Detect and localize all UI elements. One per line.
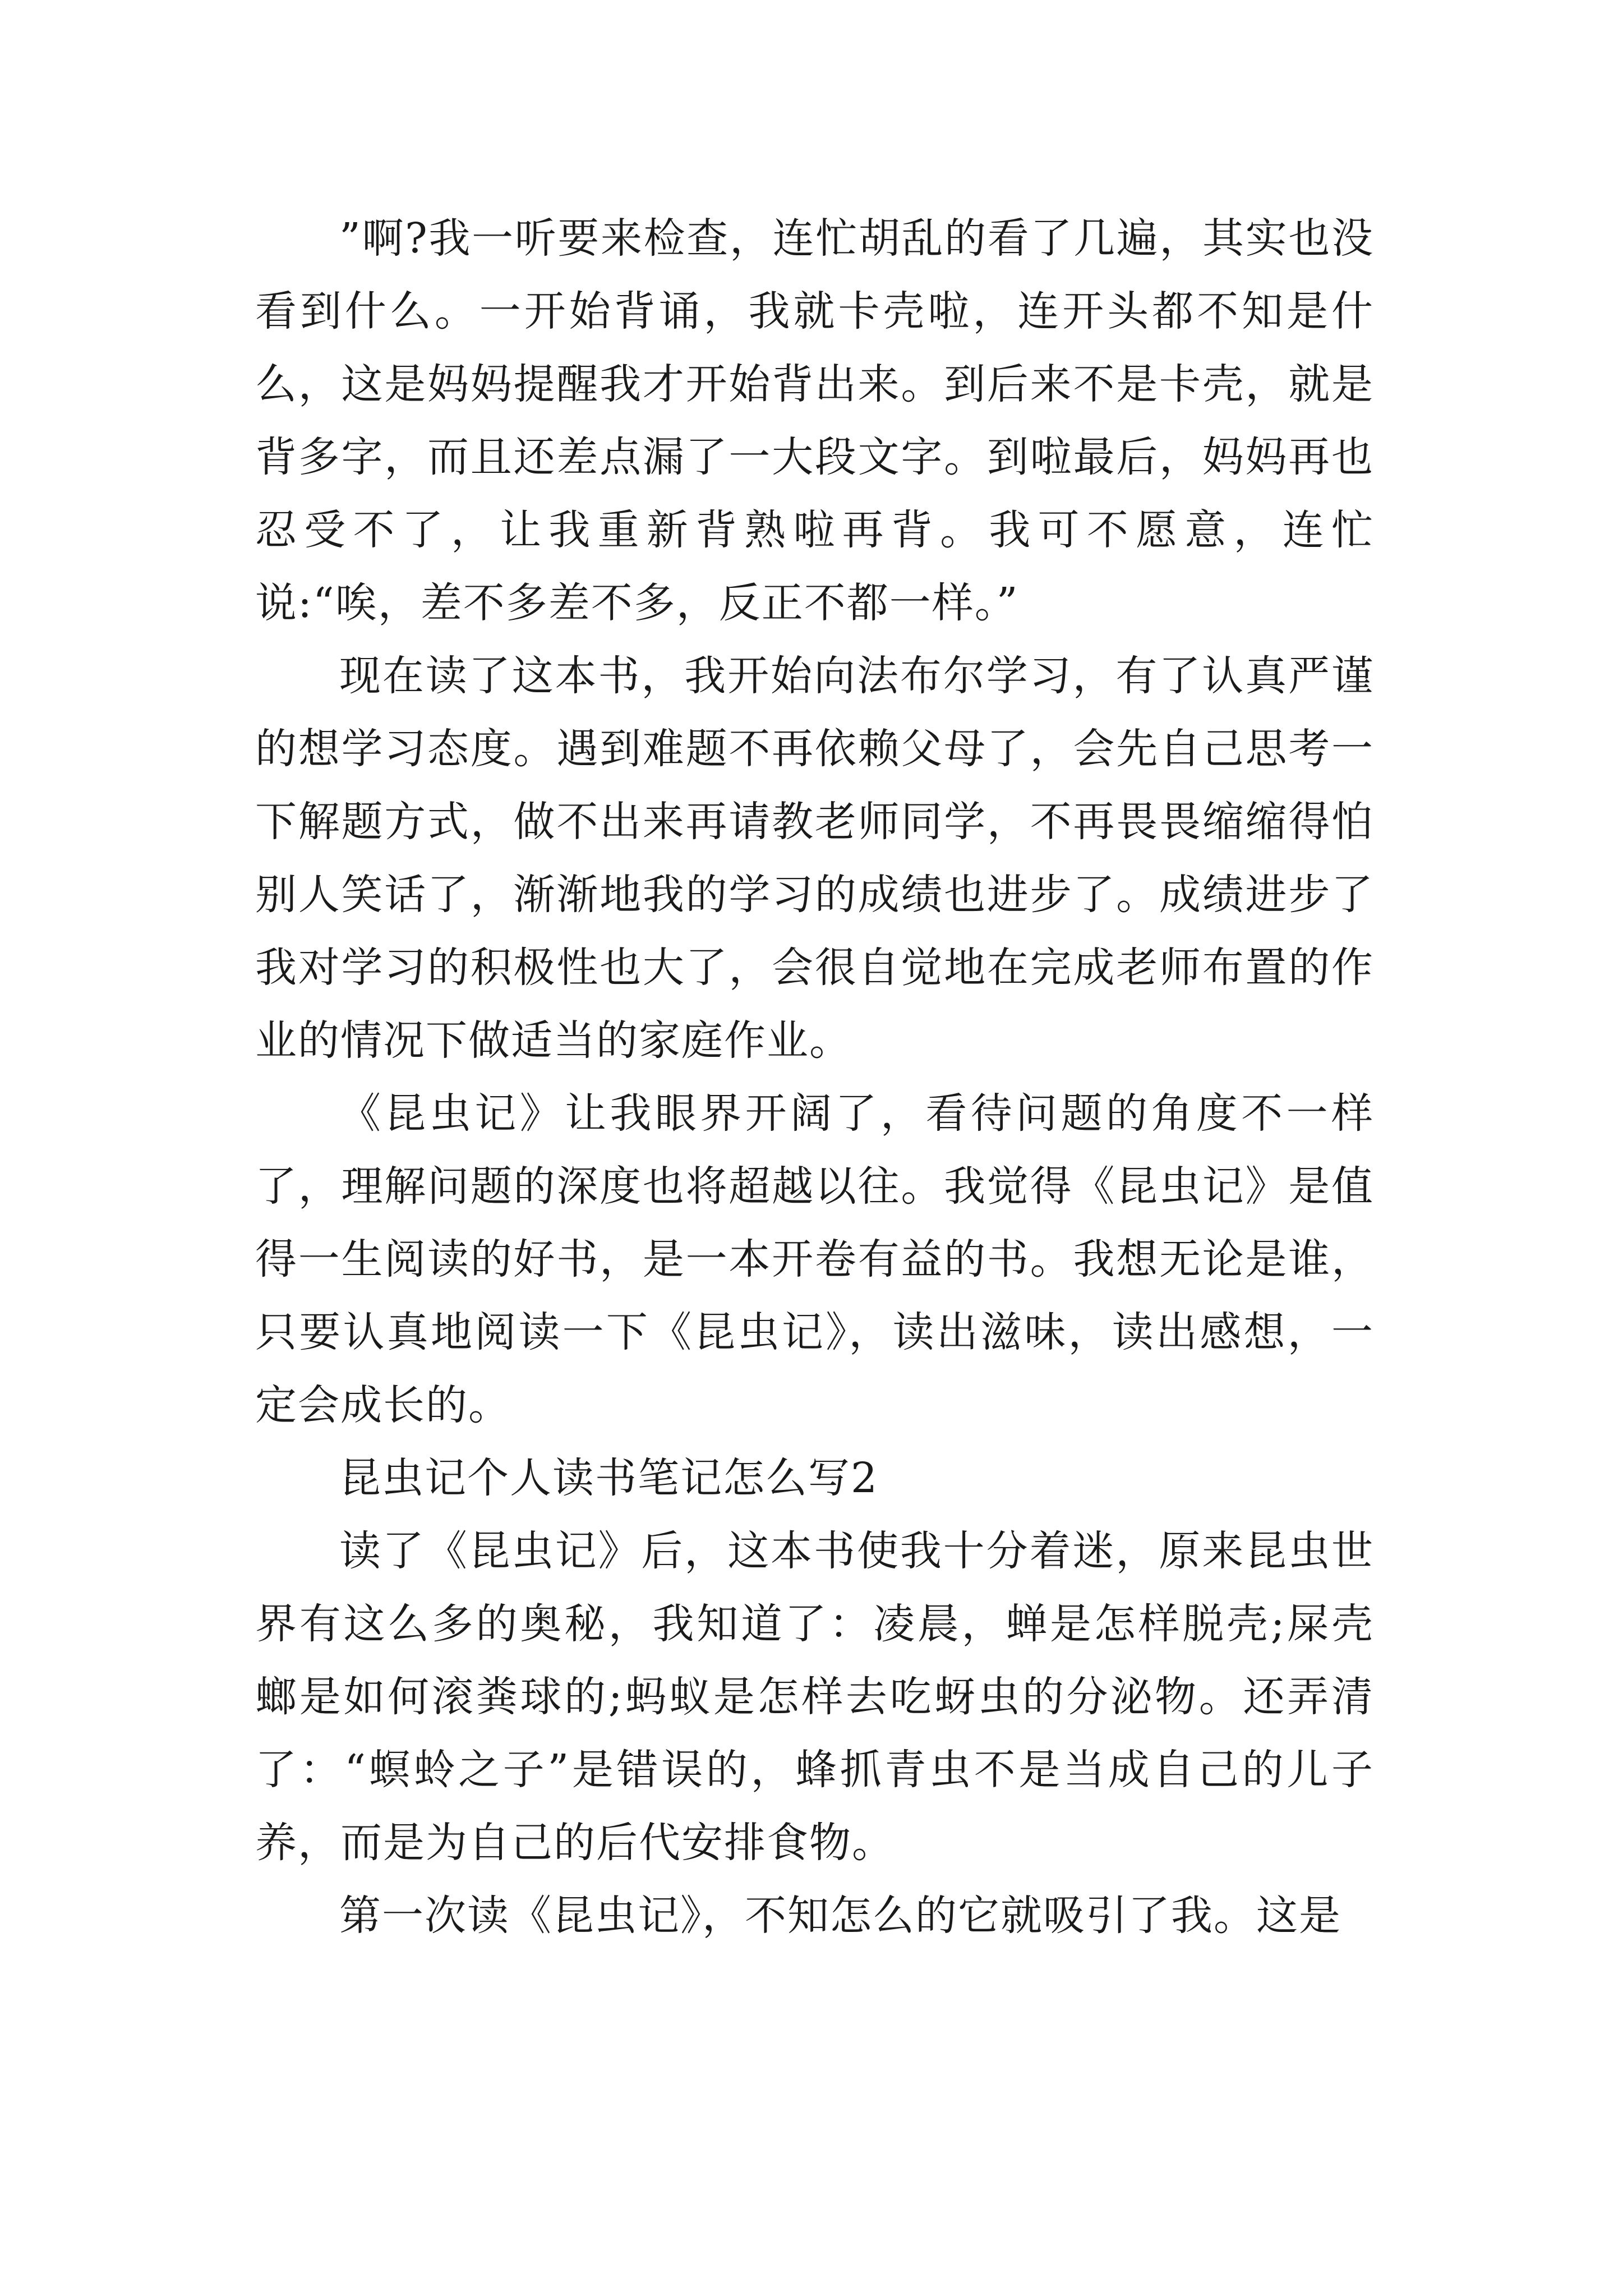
paragraph-3: 《昆虫记》让我眼界开阔了，看待问题的角度不一样了，理解问题的深度也将超越以往。我觉得《昆虫记》是值得一生阅读的好书，是一本开卷有益的书。我想无论是谁，只要认真地阅读一下《昆虫记》，读出滋味，读出感想，一定会成长的。: [255, 1089, 1374, 1429]
paragraph-5: 第一次读《昆虫记》，不知怎么的它就吸引了我。这是: [339, 1892, 1341, 1940]
section-title: 昆虫记个人读书笔记怎么写2: [339, 1454, 879, 1502]
paragraph-2: 现在读了这本书，我开始向法布尔学习，有了认真严谨的想学习态度。遇到难题不再依赖父母了，会先自己思考一下解题方式，做不出来再请教老师同学，不再畏畏缩缩得怕别人笑话了，渐渐地我的学习的成绩也进步了。成绩进步了我对学习的积极性也大了，会很自觉地在完成老师布置的作业的情况下做适当的家庭作业。: [255, 652, 1374, 1065]
paragraph-1: ”啊?我一听要来检查，连忙胡乱的看了几遍，其实也没看到什么。一开始背诵，我就卡壳啦，连开头都不知是什么，这是妈妈提醒我才开始背出来。到后来不是卡壳，就是背多字，而且还差点漏了一大段文字。到啦最后，妈妈再也忍受不了，让我重新背熟啦再背。我可不愿意，连忙说:“唉，差不多差不多，反正不都一样。”: [255, 214, 1374, 627]
paragraph-4: 读了《昆虫记》后，这本书使我十分着迷，原来昆虫世界有这么多的奥秘，我知道了：凌晨，蝉是怎样脱壳;屎壳螂是如何滚粪球的;蚂蚁是怎样去吃蚜虫的分泌物。还弄清了：“螟蛉之子”是错误的，蜂抓青虫不是当成自己的儿子养，而是为自己的后代安排食物。: [255, 1527, 1374, 1867]
document-body: [255, 202, 1374, 1952]
